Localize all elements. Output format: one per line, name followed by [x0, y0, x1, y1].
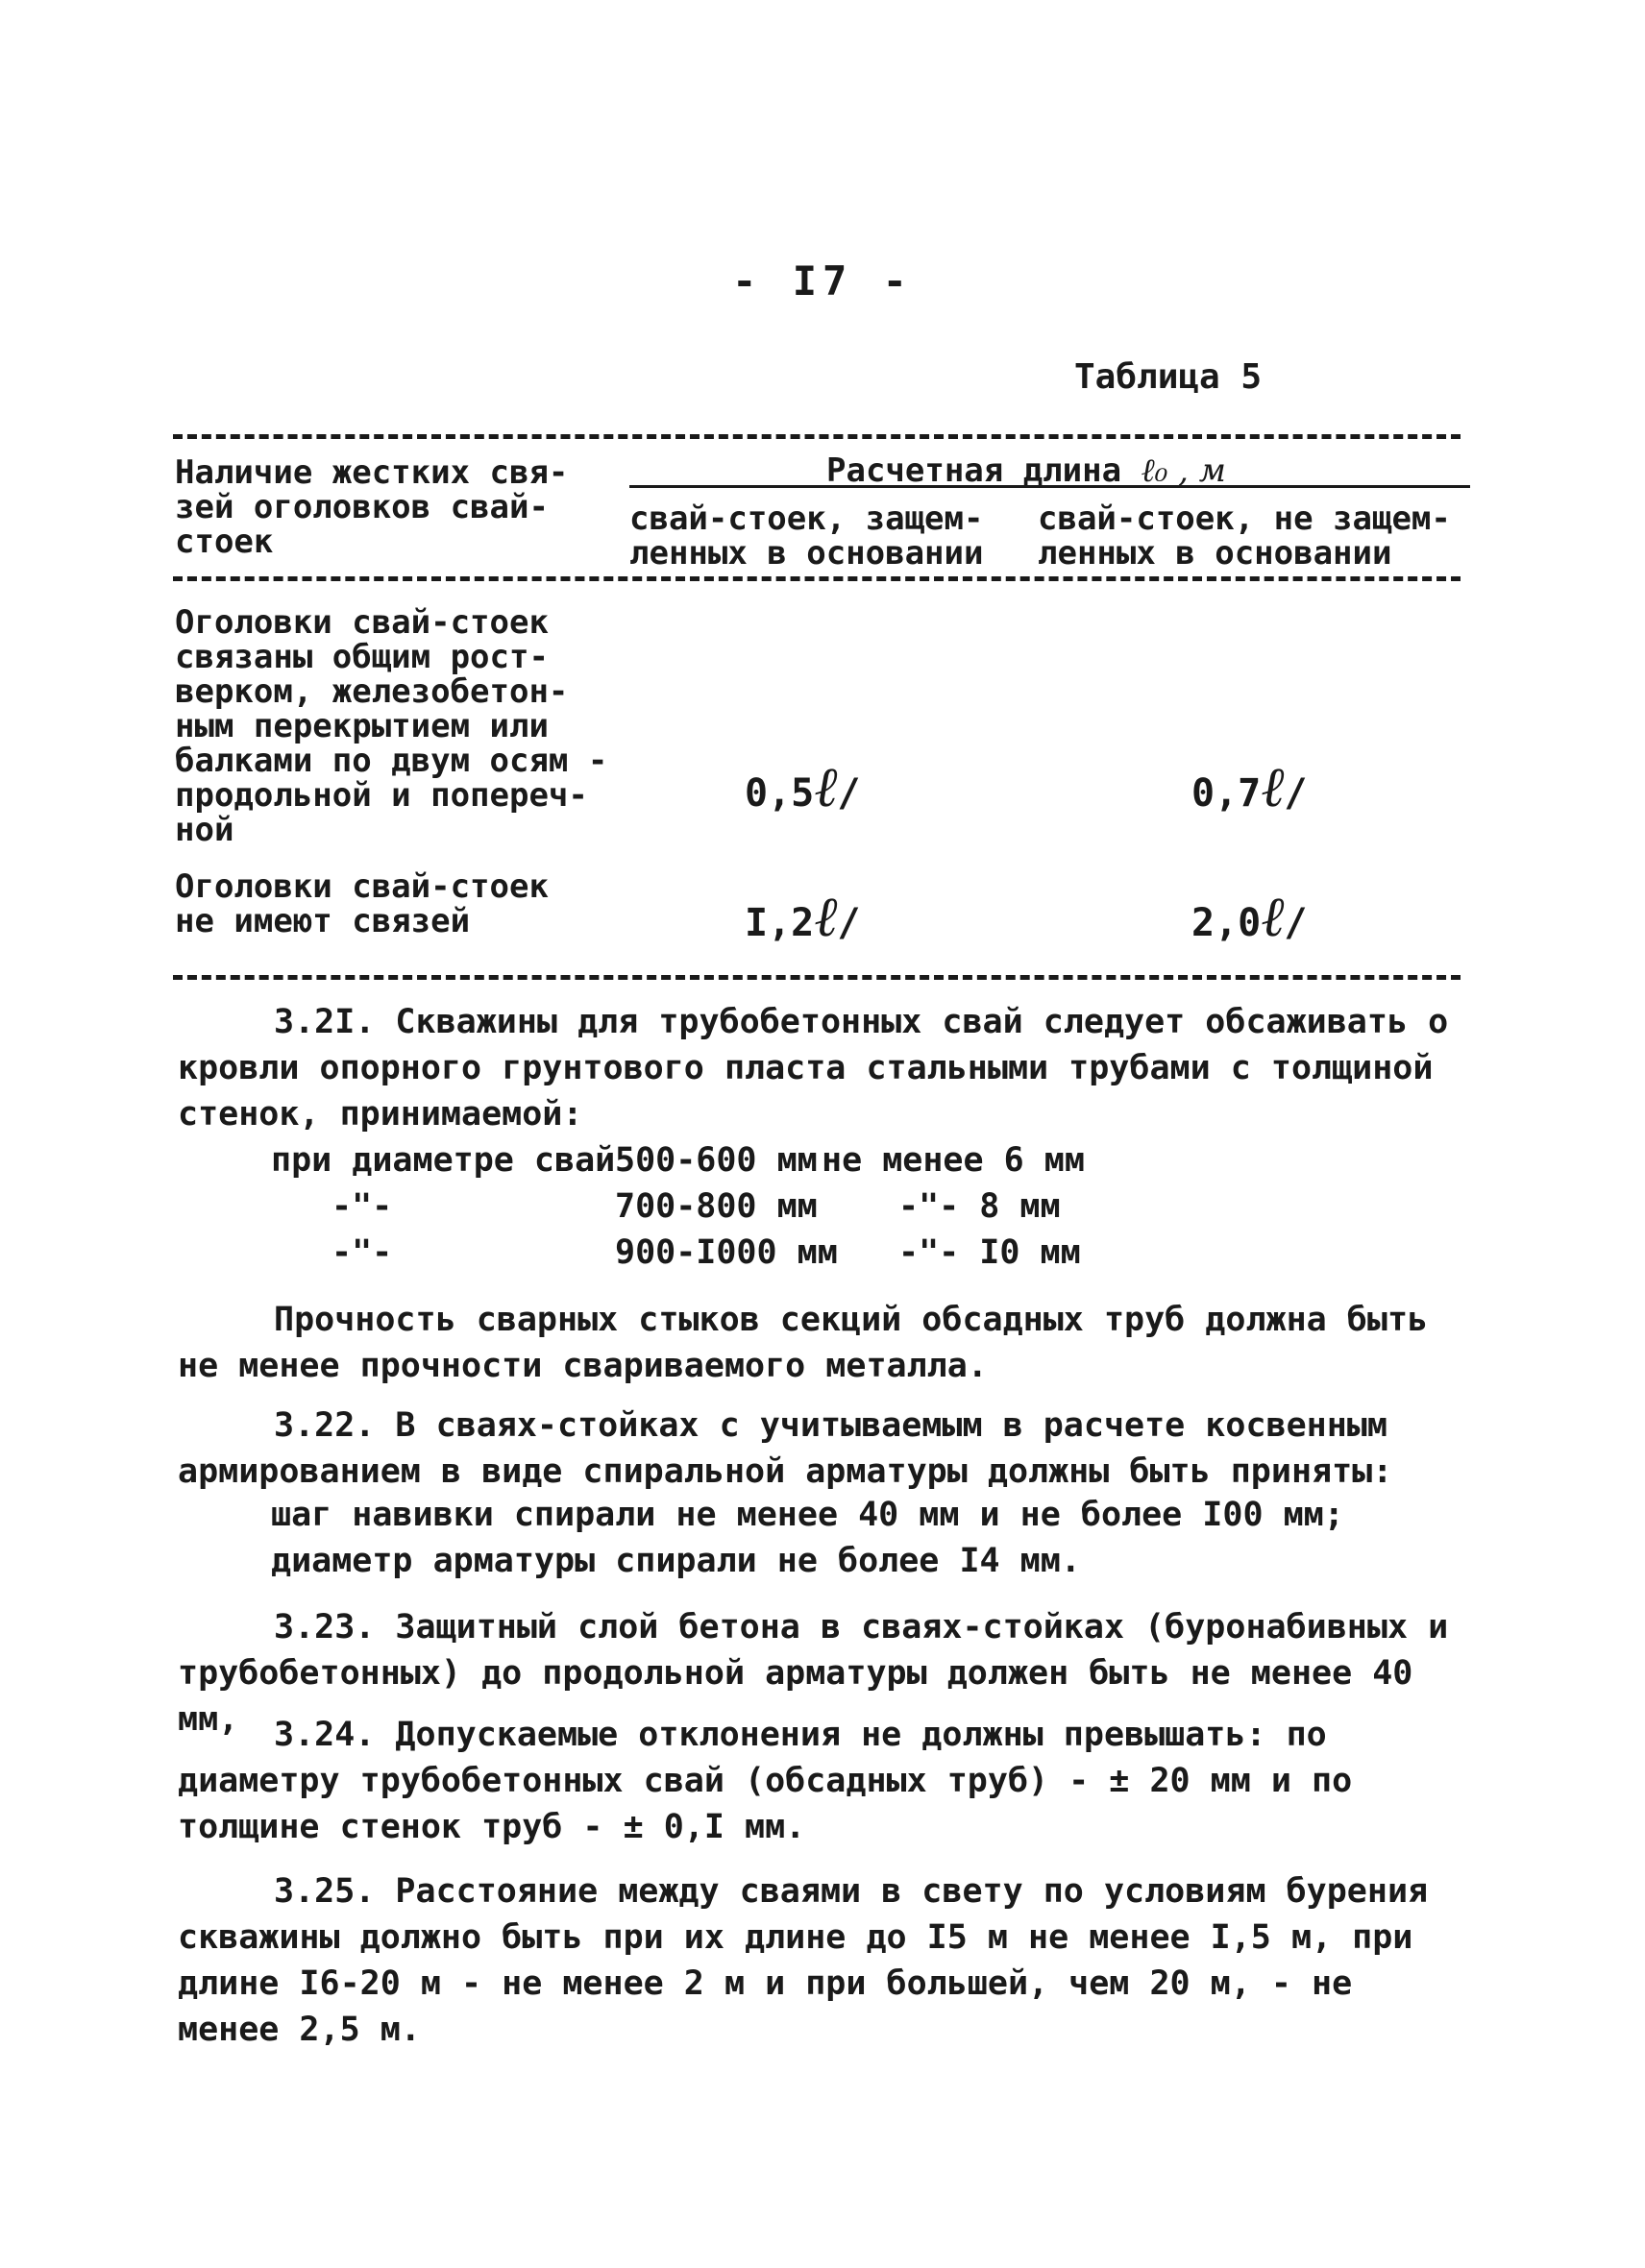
- page-number: - I7 -: [732, 257, 913, 305]
- table-top-rule: [173, 434, 1461, 439]
- value-1-2-l: I,2ℓ/: [745, 884, 861, 949]
- value-0-5-l: 0,5ℓ/: [745, 754, 861, 819]
- value-0-7-l: 0,7ℓ/: [1191, 754, 1308, 819]
- list-row-1-a: при диаметре свай: [271, 1141, 616, 1180]
- list-row-3-c: -"- I0 мм: [898, 1233, 1081, 1272]
- table-header-rule: [173, 576, 1461, 581]
- list-row-2-a: -"-: [331, 1187, 393, 1226]
- header-group-rule: [629, 485, 1470, 488]
- list-row-3-b: 900-I000 мм: [615, 1233, 838, 1272]
- header-fixed-base: свай-стоек, защем- ленных в основании: [629, 500, 984, 573]
- header-design-length: [826, 453, 1226, 488]
- header-unfixed-base: свай-стоек, не защем- ленных в основании: [1038, 500, 1451, 573]
- list-row-3-a: -"-: [331, 1233, 393, 1272]
- row-label-unlinked: Оголовки свай-стоек не имеют связей: [175, 867, 549, 940]
- paragraph-3-21: 3.2I. Скважины для трубобетонных свай следует обсаживать о кровли опорного грунтового пласта стальными трубами с толщиной стенок, принимаемой:: [178, 1003, 1449, 1134]
- spiral-diameter-line: диаметр арматуры спирали не более I4 мм.: [271, 1542, 1081, 1580]
- header-design-length-text: Расчетная длина: [826, 451, 1122, 490]
- value-2-0-l: 2,0ℓ/: [1191, 884, 1308, 949]
- list-row-2-b: 700-800 мм: [615, 1187, 818, 1226]
- list-row-2-c: -"- 8 мм: [898, 1187, 1061, 1226]
- paragraph-3-24: 3.24. Допускаемые отклонения не должны превышать: по диаметру трубобетонных свай (обсадных труб) - ± 20 мм и по толщине стенок труб - ± 0,I мм.: [178, 1716, 1353, 1846]
- spiral-pitch-line: шаг навивки спирали не менее 40 мм и не более I00 мм;: [271, 1496, 1344, 1534]
- table-bottom-rule: [173, 975, 1461, 980]
- row-label-linked: Оголовки свай-стоек связаны общим рост- верком, железобетон- ным перекрытием или балками по двум осям - продольной и попереч- ной: [175, 603, 608, 849]
- header-rigid-links: Наличие жестких свя- зей оголовков свай- стоек: [175, 453, 569, 561]
- paragraph-3-25: 3.25. Расстояние между сваями в свету по условиям бурения скважины должно быть при их длине до I5 м не менее I,5 м, при длине I6-20 м - не менее 2 м и при большей, чем 20 м, - не менее 2,5 м.: [178, 1872, 1429, 2049]
- list-row-1-b: 500-600 мм: [615, 1141, 818, 1180]
- list-row-1-c: не менее 6 мм: [822, 1141, 1085, 1180]
- table-label: Таблица 5: [1074, 357, 1263, 397]
- header-design-length-symbol: ℓ₀ , м: [1141, 451, 1226, 490]
- paragraph-3-22: 3.22. В сваях-стойках с учитываемым в расчете косвенным армированием в виде спиральной арматуры должны быть приняты:: [178, 1406, 1393, 1491]
- paragraph-3-23: 3.23. Защитный слой бетона в сваях-стойках (буронабивных и трубобетонных) до продольной арматуры должен быть не менее 40 мм,: [178, 1608, 1449, 1739]
- paragraph-weld-strength: Прочность сварных стыков секций обсадных труб должна быть не менее прочности свариваемого металла.: [178, 1301, 1429, 1385]
